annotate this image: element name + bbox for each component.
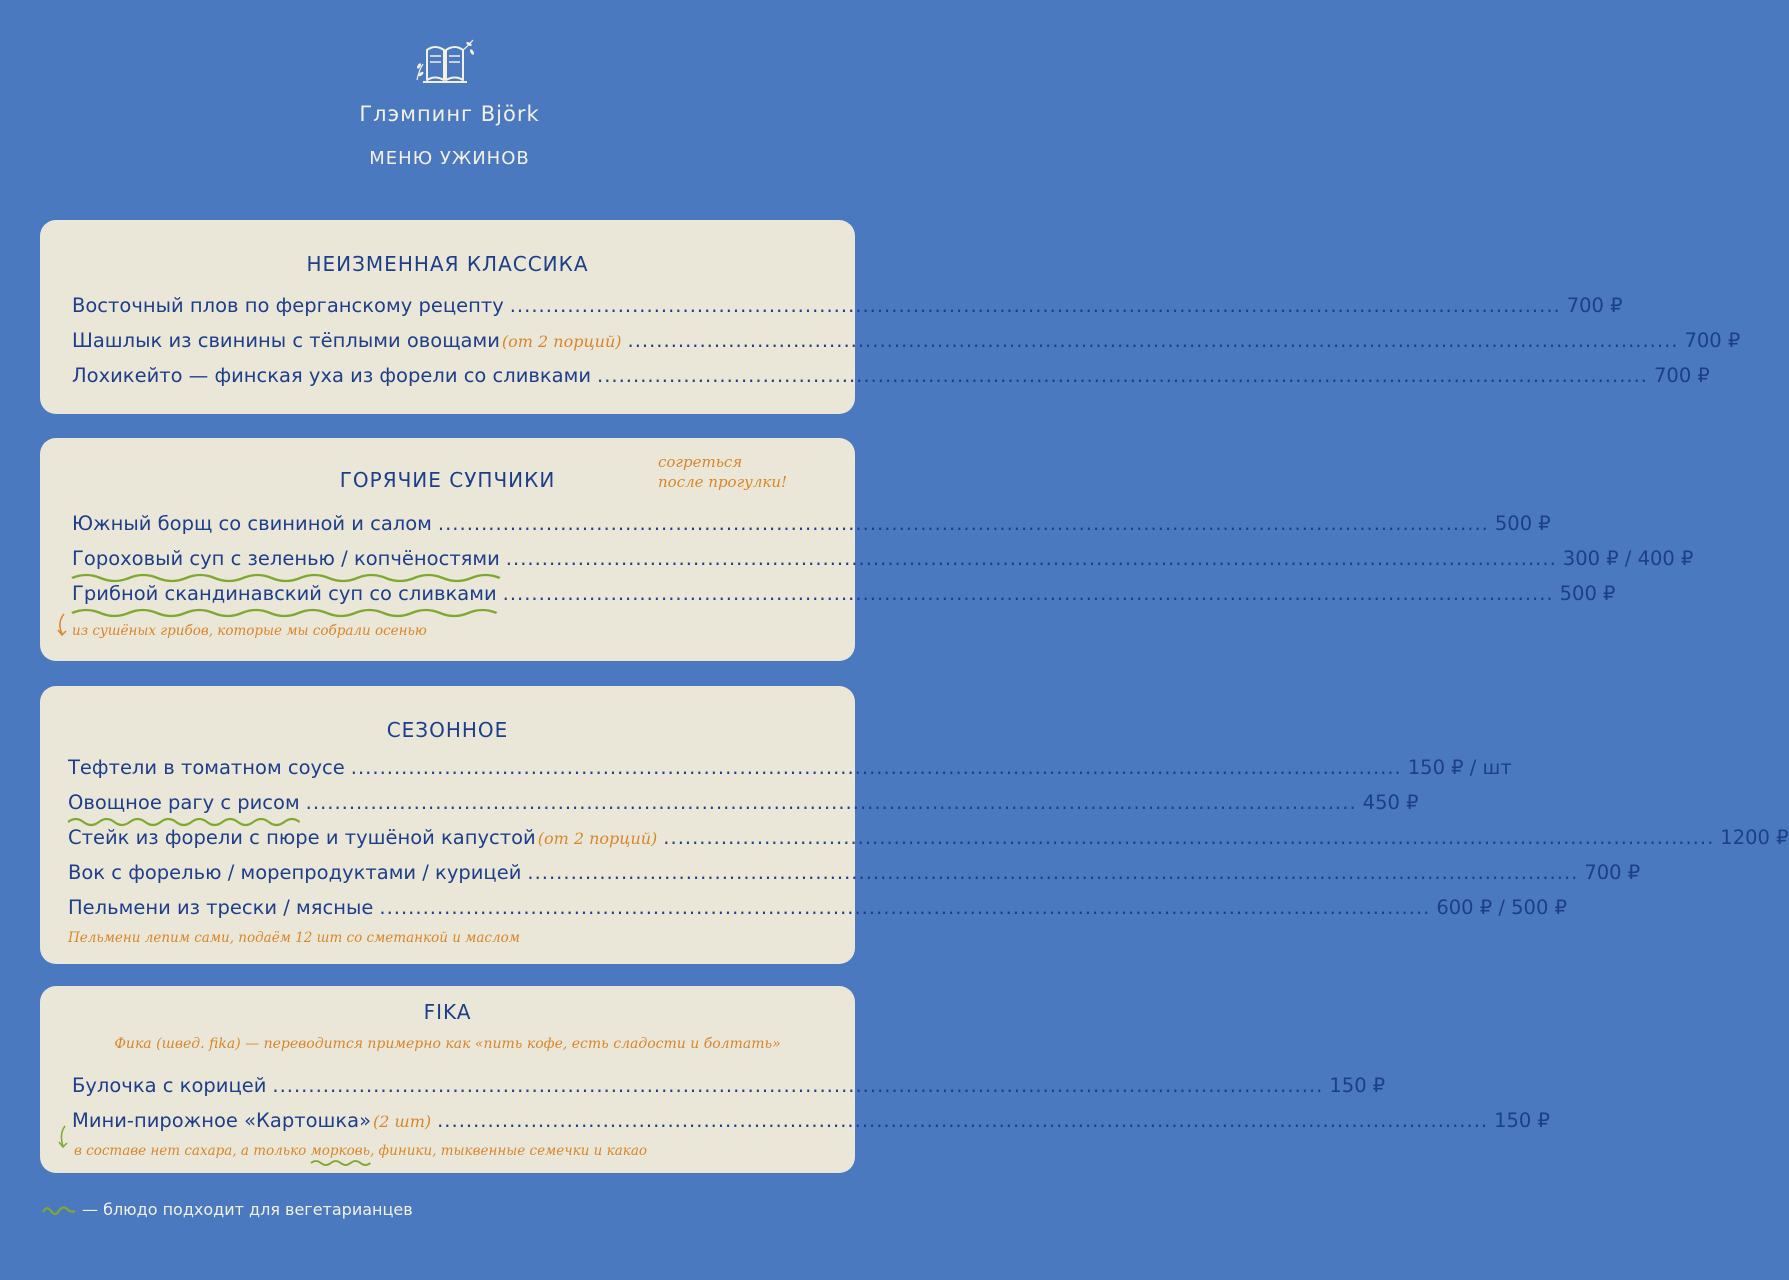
section-fika: [40, 986, 1550, 1173]
menu-item: [72, 294, 1623, 324]
section-classic: [40, 220, 1741, 414]
footnote: из сушёных грибов, которые мы собрали осенью: [72, 623, 427, 639]
menu-item: [72, 1074, 1386, 1104]
section-title: FIKA: [423, 1000, 472, 1024]
section-title: ГОРЯЧИЕ СУПЧИКИ: [339, 468, 556, 492]
item-name: Пельмени из трески / мясные: [68, 896, 374, 919]
item-price: 150 ₽ / шт: [1407, 756, 1512, 779]
arrow-down-icon: [56, 1124, 70, 1150]
item-name: Вок с форелью / морепродуктами / курицей: [68, 861, 522, 884]
item-price: 500 ₽: [1559, 582, 1616, 605]
menu-item: [72, 547, 1694, 577]
item-name: Мини-пирожное «Картошка»: [72, 1109, 372, 1132]
item-note: (от 2 порций): [501, 332, 622, 351]
item-name: Стейк из форели с пюре и тушёной капустой: [68, 826, 536, 849]
dot-leader: ..................................................................................................................................................: [597, 364, 1648, 387]
item-name: Южный борщ со свининой и салом: [72, 512, 432, 535]
vegetarian-squiggle-icon: [42, 1203, 76, 1217]
dot-leader: ..................................................................................................................................................: [502, 582, 1554, 605]
dot-leader: ..................................................................................................................................................: [509, 294, 1561, 317]
dot-leader: ..................................................................................................................................................: [305, 791, 1357, 814]
item-name: Грибной скандинавский суп со сливками: [72, 582, 497, 605]
section-soups: [40, 438, 1694, 661]
item-name: Овощное рагу с рисом: [68, 791, 300, 814]
item-price: 450 ₽: [1362, 791, 1419, 814]
item-note: (2 шт): [373, 1112, 432, 1131]
dot-leader: ..................................................................................................................................................: [437, 512, 1489, 535]
item-price: 150 ₽: [1329, 1074, 1386, 1097]
handwritten-sticker: согреться после прогулки!: [658, 453, 788, 491]
item-name: Лохикейто — финская уха из форели со сливками: [72, 364, 592, 387]
section-seasonal: [40, 686, 1789, 964]
footnote: в составе нет сахара, а только морковь , финики, тыквенные семечки и какао: [74, 1143, 647, 1159]
menu-item: [68, 861, 1641, 891]
menu-item: [72, 1109, 1550, 1139]
item-price: 700 ₽: [1584, 861, 1641, 884]
item-price: 1200 ₽: [1720, 826, 1789, 849]
dot-leader: ..................................................................................................................................................: [350, 756, 1402, 779]
vegetarian-underline-icon: [72, 607, 497, 619]
dot-leader: ..................................................................................................................................................: [437, 1109, 1489, 1132]
item-name: Тефтели в томатном соусе: [68, 756, 345, 779]
dot-leader: ..................................................................................................................................................: [272, 1074, 1324, 1097]
item-note: (от 2 порций): [537, 829, 658, 848]
footnote: Пельмени лепим сами, подаём 12 шт со сметанкой и маслом: [68, 930, 520, 946]
section-title: НЕИЗМЕННАЯ КЛАССИКА: [306, 252, 589, 276]
item-name: Восточный плов по ферганскому рецепту: [72, 294, 504, 317]
section-title: СЕЗОННОЕ: [386, 718, 509, 742]
header: [0, 0, 899, 200]
menu-item: [68, 826, 1789, 856]
menu-item: [72, 364, 1710, 394]
page-title: Глэмпинг Björk: [359, 102, 540, 126]
dot-leader: ..................................................................................................................................................: [627, 329, 1679, 352]
dot-leader: ..................................................................................................................................................: [527, 861, 1579, 884]
menu-item: [68, 791, 1419, 821]
item-price: 300 ₽ / 400 ₽: [1562, 547, 1694, 570]
item-name: Шашлык из свинины с тёплыми овощами: [72, 329, 500, 352]
dot-leader: ..................................................................................................................................................: [663, 826, 1715, 849]
vegetarian-underline-icon: [311, 1159, 370, 1167]
item-name: Булочка с корицей: [72, 1074, 267, 1097]
item-price: 500 ₽: [1494, 512, 1551, 535]
legend: [42, 1200, 413, 1219]
item-name: Гороховый суп с зеленью / копчёностями: [72, 547, 500, 570]
dot-leader: ..................................................................................................................................................: [505, 547, 1557, 570]
item-price: 700 ₽: [1684, 329, 1741, 352]
footnote-highlight: морковь: [311, 1143, 370, 1159]
menu-item: [72, 329, 1741, 359]
book-with-leaves-icon: [413, 36, 477, 86]
dot-leader: ..................................................................................................................................................: [379, 896, 1431, 919]
menu-item: [68, 756, 1512, 786]
menu-item: [72, 512, 1551, 542]
item-price: 150 ₽: [1494, 1109, 1550, 1132]
menu-item: [68, 896, 1567, 926]
arrow-down-icon: [54, 612, 70, 638]
menu-item: [72, 582, 1616, 612]
page-subtitle: МЕНЮ УЖИНОВ: [369, 148, 530, 169]
section-subtitle: Фика (швед. fika) — переводится примерно как «пить кофе, есть сладости и болтать»: [114, 1036, 781, 1052]
item-price: 700 ₽: [1654, 364, 1710, 387]
item-price: 600 ₽ / 500 ₽: [1436, 896, 1567, 919]
item-price: 700 ₽: [1566, 294, 1623, 317]
legend-text: — блюдо подходит для вегетарианцев: [82, 1200, 413, 1219]
